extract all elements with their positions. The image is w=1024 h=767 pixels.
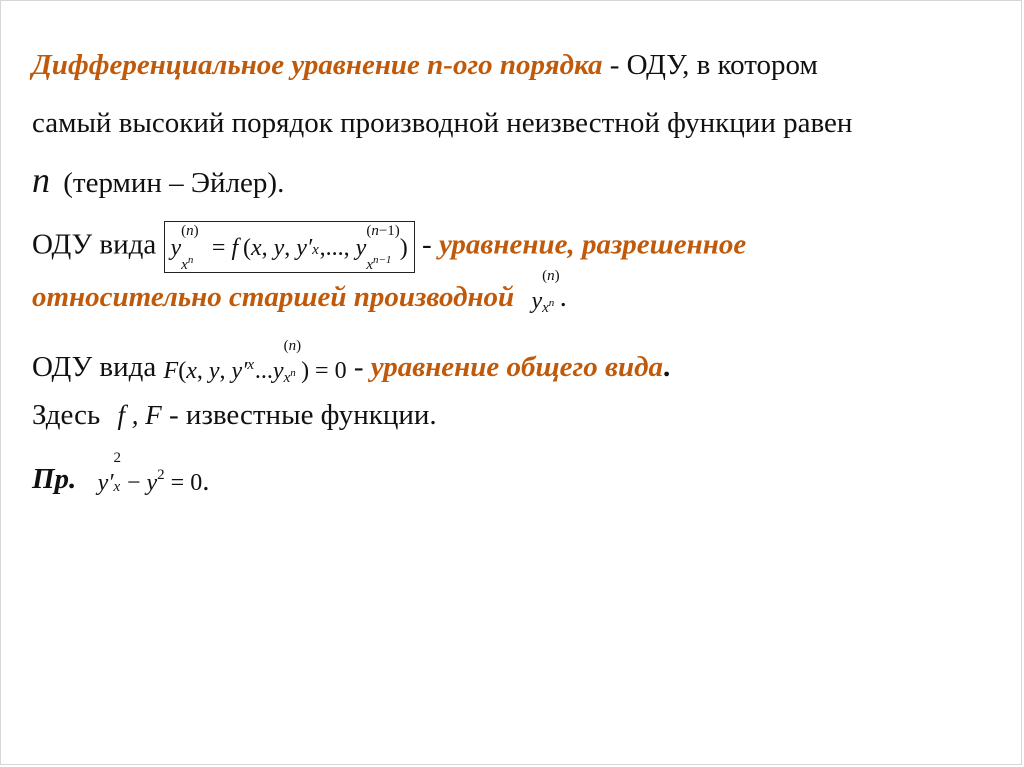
definition-line-1 bbox=[32, 49, 818, 82]
euler-note: (термин – Эйлер). bbox=[63, 167, 285, 199]
resolved-ode-line-2 bbox=[32, 267, 567, 316]
resolved-ode-formula: y (n) $x^n$ = f (x, y, y′ x ,..., y (n−1) $x^{n-1}$ ) bbox=[164, 221, 415, 273]
example-end: . bbox=[202, 464, 210, 497]
resolved-ode-line bbox=[32, 221, 746, 273]
general-ode-end: . bbox=[662, 351, 671, 383]
resolved-ode-term-2: относительно старшей производной bbox=[32, 281, 515, 313]
highest-derivative-formula: y (n) $x^n$ bbox=[531, 267, 560, 316]
example-label: Пр. bbox=[32, 463, 77, 495]
general-ode-term: уравнение общего вида bbox=[370, 351, 663, 383]
functions-note-line bbox=[32, 399, 437, 432]
general-ode-prefix: ОДУ вида bbox=[32, 351, 157, 383]
variable-n: n bbox=[32, 160, 50, 200]
definition-rest: - ОДУ, в котором bbox=[602, 49, 818, 81]
resolved-ode-term-1: уравнение, разрешенное bbox=[438, 228, 747, 261]
functions-vars: f , F bbox=[117, 400, 162, 430]
resolved-ode-end: . bbox=[559, 281, 567, 313]
functions-note-rest: - известные функции. bbox=[169, 399, 437, 431]
example-line bbox=[32, 449, 210, 498]
definition-line-3 bbox=[32, 159, 284, 201]
definition-term: Дифференциальное уравнение n-ого порядка bbox=[32, 49, 603, 81]
resolved-ode-prefix: ОДУ вида bbox=[32, 228, 157, 261]
resolved-ode-dash: - bbox=[422, 228, 439, 261]
functions-note-prefix: Здесь bbox=[32, 399, 101, 431]
general-ode-formula: F(x, y, y′ x ...y (n) $x^n$ ) = 0 bbox=[163, 337, 347, 386]
general-ode-dash: - bbox=[353, 351, 371, 383]
definition-line-2: самый высокий порядок производной неизвестной функции равен bbox=[32, 107, 853, 139]
general-ode-line bbox=[32, 337, 671, 386]
example-formula: y′ 2 x − $y^2 = 0$. bbox=[97, 449, 210, 497]
